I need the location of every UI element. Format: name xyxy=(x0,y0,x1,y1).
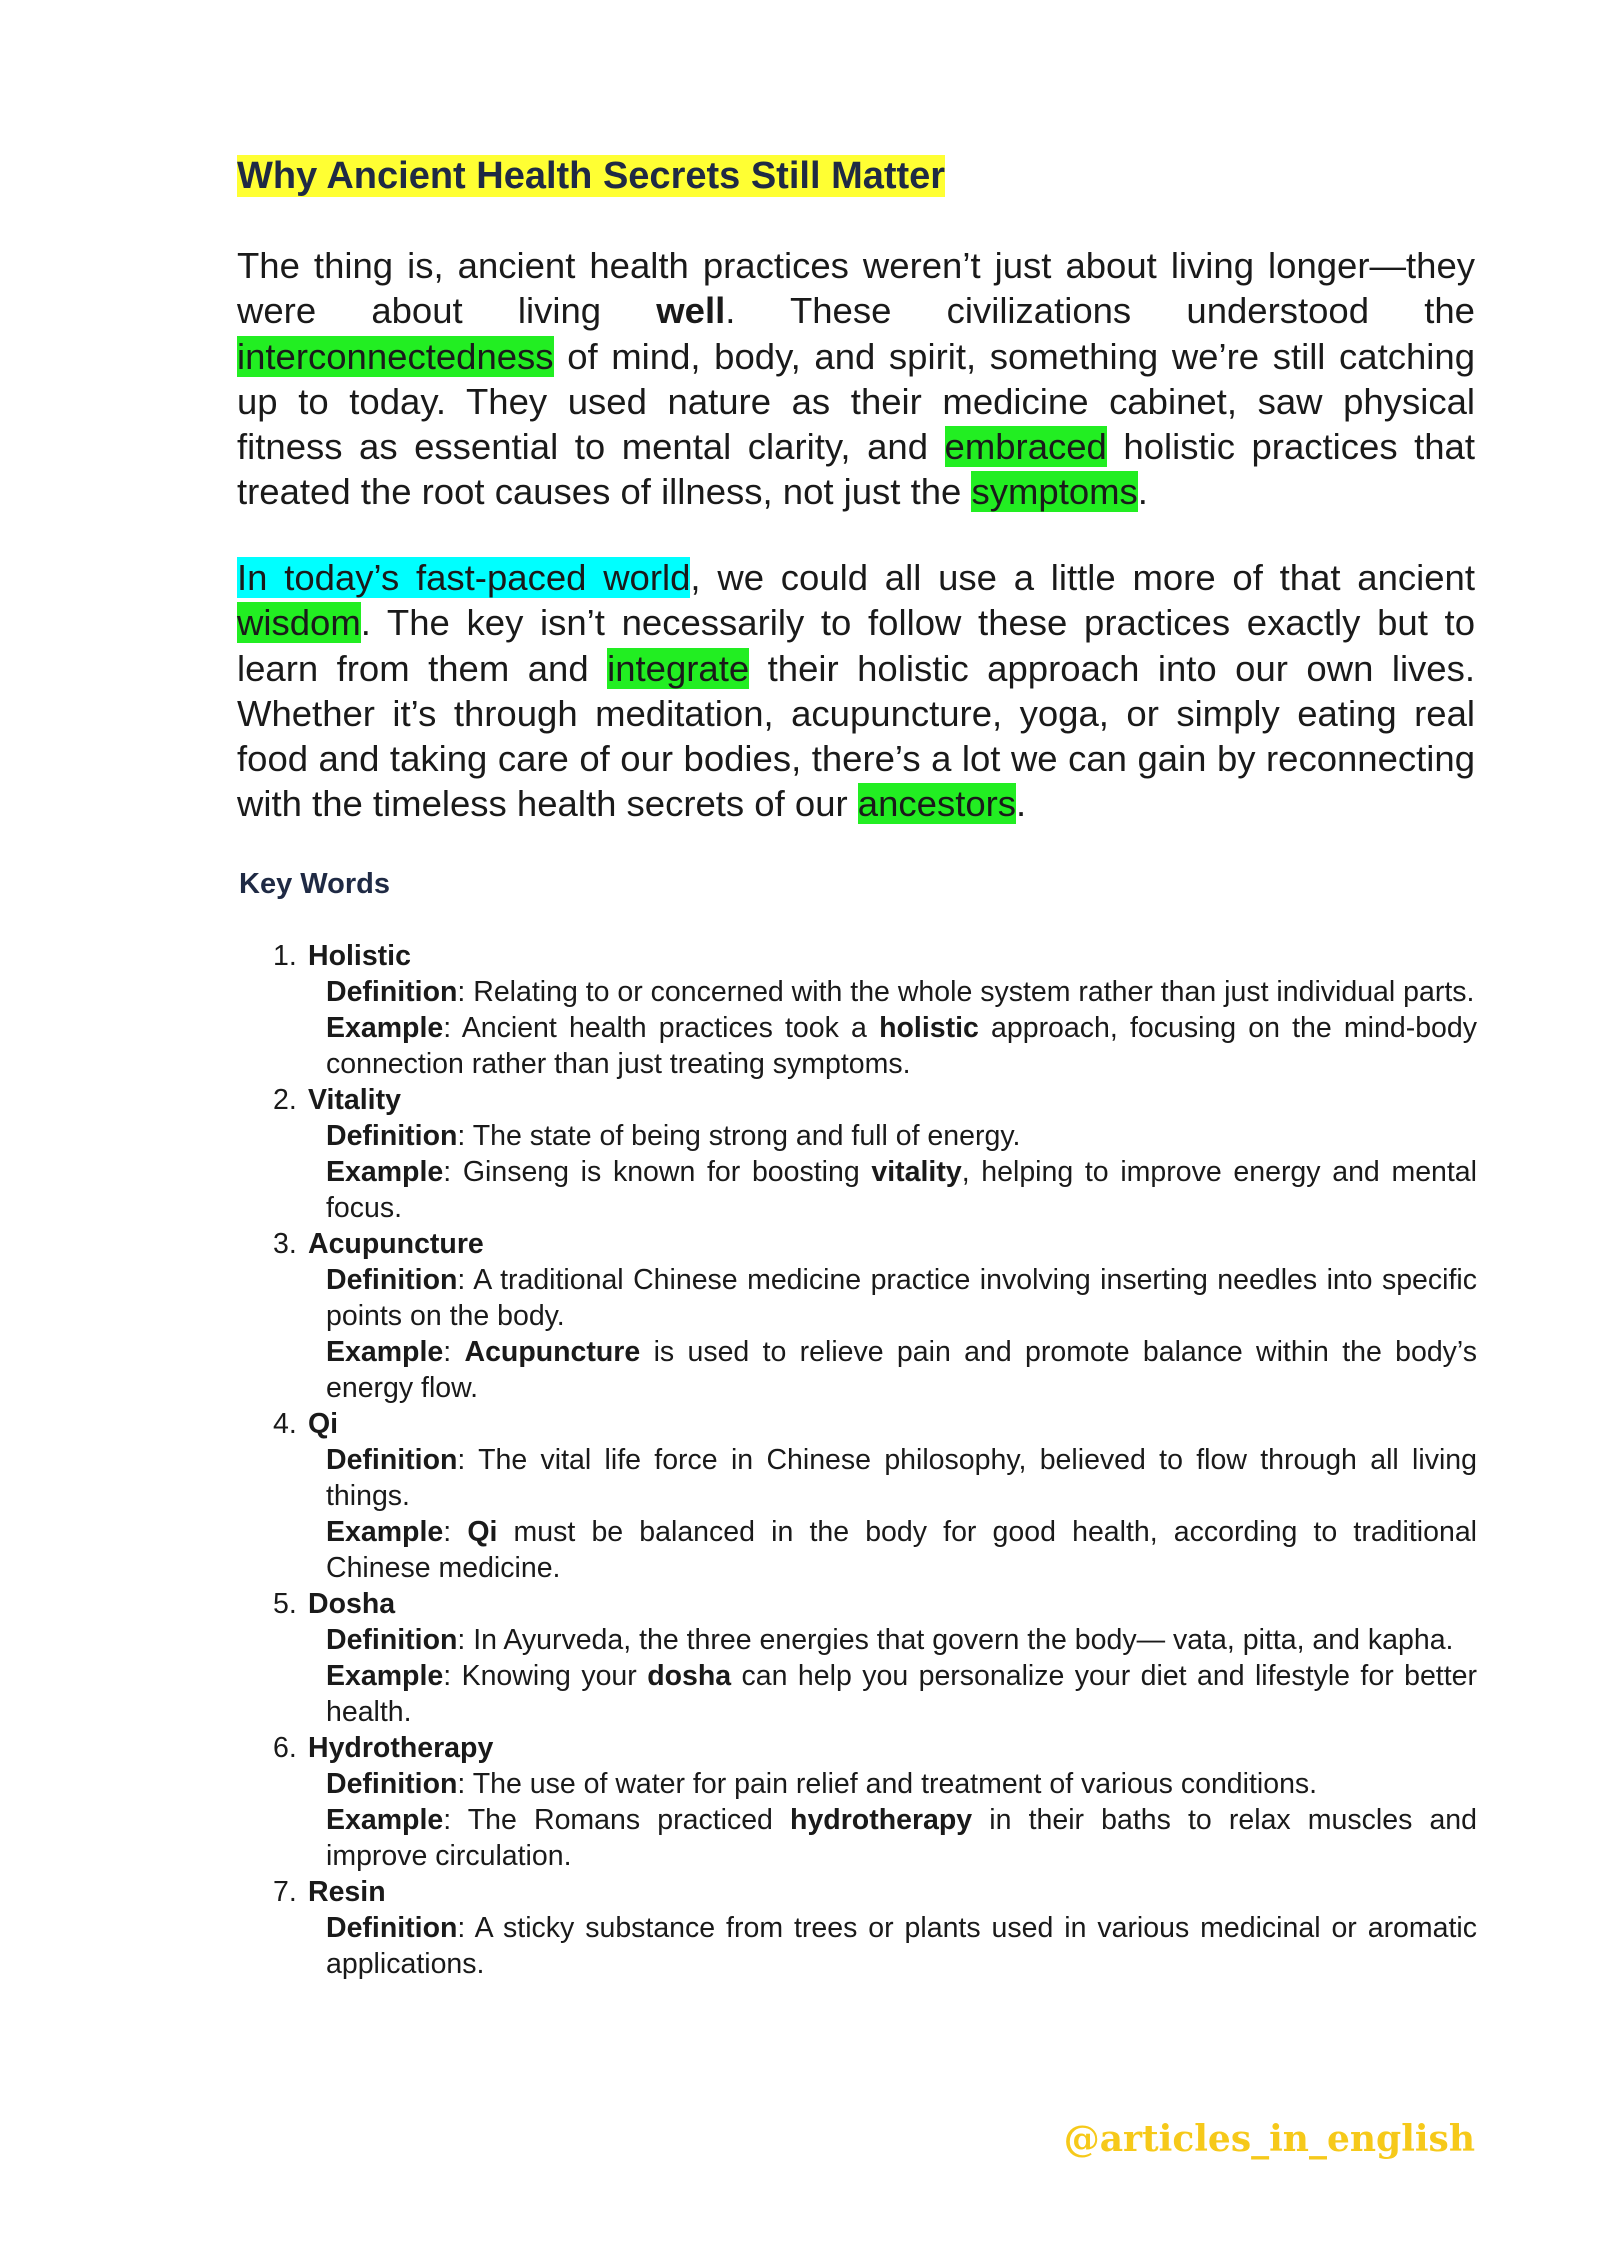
key-word-item xyxy=(237,938,1477,1082)
definition-line xyxy=(326,1262,1477,1334)
definition-text: The state of being strong and full of energy. xyxy=(465,1120,1021,1152)
example-label: Example xyxy=(326,1804,444,1836)
example-bold-term: hydrotherapy xyxy=(790,1804,973,1836)
highlighted-word: ancestors xyxy=(857,783,1017,825)
highlighted-word: wisdom xyxy=(237,602,361,644)
text-run: of mind, body, and spirit, something we’re still catching up to today. They used nature as their medicine cabinet, saw physical fitness as essential to mental clarity, and xyxy=(237,335,1475,468)
example-label: Example xyxy=(326,1516,444,1548)
colon: : xyxy=(457,1264,466,1296)
colon: : xyxy=(443,1336,452,1368)
example-bold-term: holistic xyxy=(879,1012,979,1044)
example-text xyxy=(451,1336,464,1368)
item-number: 4. xyxy=(273,1408,297,1440)
definition-text: The vital life force in Chinese philosophy, believed to flow through all living things. xyxy=(326,1444,1477,1512)
item-number: 6. xyxy=(273,1732,297,1764)
definition-line xyxy=(326,1766,1477,1802)
example-label: Example xyxy=(326,1660,444,1692)
key-word-term: Resin xyxy=(308,1876,386,1908)
example-text: Knowing your xyxy=(451,1660,648,1692)
watermark-handle: @articles_in_english xyxy=(1063,2118,1475,2160)
item-number: 1. xyxy=(273,940,297,972)
example-line xyxy=(326,1154,1477,1226)
example-label: Example xyxy=(326,1156,444,1188)
definition-text: In Ayurveda, the three energies that govern the body— vata, pitta, and kapha. xyxy=(465,1624,1454,1656)
example-label: Example xyxy=(326,1336,444,1368)
text-run: their holistic approach into our own lives. Whether it’s through meditation, acupuncture, yoga, or simply eating real food and taking care of our bodies, there’s a lot we can gain by reconnecting with the timeless health secrets of our xyxy=(237,647,1475,825)
definition-label: Definition xyxy=(326,976,458,1008)
definition-line xyxy=(326,1910,1477,1982)
item-number: 3. xyxy=(273,1228,297,1260)
definition-label: Definition xyxy=(326,1264,458,1296)
example-line xyxy=(326,1658,1477,1730)
highlighted-word: embraced xyxy=(944,426,1107,468)
key-word-item xyxy=(237,1082,1477,1226)
example-label: Example xyxy=(326,1012,444,1044)
definition-text: The use of water for pain relief and treatment of various conditions. xyxy=(465,1768,1318,1800)
example-text: approach, focusing on the mind-body connection rather than just treating symptoms. xyxy=(326,1012,1477,1080)
text-run: . The key isn’t necessarily to follow these practices exactly but to learn from them and xyxy=(237,602,1475,689)
definition-text: A sticky substance from trees or plants used in various medicinal or aromatic applications. xyxy=(326,1912,1477,1980)
colon: : xyxy=(457,1120,466,1152)
key-word-term: Hydrotherapy xyxy=(308,1732,494,1764)
example-line xyxy=(326,1010,1477,1082)
conclusion-paragraph xyxy=(237,555,1475,827)
key-words-heading: Key Words xyxy=(239,868,390,900)
key-word-item xyxy=(237,1586,1477,1730)
key-word-item xyxy=(237,1730,1477,1874)
highlighted-word: symptoms xyxy=(971,471,1138,513)
key-word-term: Qi xyxy=(308,1408,339,1440)
colon: : xyxy=(457,1768,466,1800)
colon: : xyxy=(443,1156,452,1188)
colon: : xyxy=(443,1516,452,1548)
intro-paragraph xyxy=(237,243,1475,515)
example-text: must be balanced in the body for good health, according to traditional Chinese medicine. xyxy=(326,1516,1478,1584)
example-bold-term: Acupuncture xyxy=(464,1336,641,1368)
example-text: can help you personalize your diet and lifestyle for better health. xyxy=(326,1660,1477,1728)
example-bold-term: vitality xyxy=(871,1156,962,1188)
highlighted-word: interconnectedness xyxy=(237,335,554,377)
example-text: is used to relieve pain and promote balance within the body’s energy flow. xyxy=(326,1336,1477,1404)
key-word-item xyxy=(237,1874,1477,1982)
key-word-term: Acupuncture xyxy=(308,1228,484,1260)
bold-word: well xyxy=(656,290,726,332)
example-text: Ginseng is known for boosting xyxy=(451,1156,872,1188)
colon: : xyxy=(443,1012,452,1044)
key-word-term: Holistic xyxy=(308,940,411,972)
item-number: 2. xyxy=(273,1084,297,1116)
example-text: in their baths to relax muscles and improve circulation. xyxy=(326,1804,1477,1872)
colon: : xyxy=(457,976,466,1008)
definition-label: Definition xyxy=(326,1624,458,1656)
item-number: 5. xyxy=(273,1588,297,1620)
colon: : xyxy=(443,1804,452,1836)
definition-line xyxy=(326,974,1477,1010)
example-text: , helping to improve energy and mental focus. xyxy=(326,1156,1477,1224)
key-word-item xyxy=(237,1406,1477,1586)
definition-label: Definition xyxy=(326,1120,458,1152)
example-text: The Romans practiced xyxy=(451,1804,791,1836)
example-line xyxy=(326,1514,1477,1586)
text-run: The thing is, ancient health practices weren’t just about living longer—they were about living xyxy=(237,245,1475,332)
colon: : xyxy=(457,1444,466,1476)
definition-label: Definition xyxy=(326,1912,458,1944)
text-run: . xyxy=(1137,471,1148,513)
example-line xyxy=(326,1802,1477,1874)
text-run: , we could all use a little more of that ancient xyxy=(690,557,1475,598)
example-line xyxy=(326,1334,1477,1406)
text-run: . xyxy=(1016,783,1027,825)
definition-label: Definition xyxy=(326,1444,458,1476)
example-text xyxy=(451,1516,467,1548)
text-run: . These civilizations understood the xyxy=(725,290,1475,332)
item-number: 7. xyxy=(273,1876,297,1908)
definition-line xyxy=(326,1622,1477,1658)
highlighted-phrase: In today’s fast-paced world xyxy=(237,557,691,598)
example-text: Ancient health practices took a xyxy=(451,1012,880,1044)
definition-text: A traditional Chinese medicine practice involving inserting needles into specific points on the body. xyxy=(326,1264,1477,1332)
highlighted-word: integrate xyxy=(607,647,750,689)
key-word-term: Vitality xyxy=(308,1084,401,1116)
colon: : xyxy=(457,1624,466,1656)
definition-line xyxy=(326,1118,1477,1154)
page-title xyxy=(237,152,945,200)
definition-text: Relating to or concerned with the whole system rather than just individual parts. xyxy=(465,976,1475,1008)
title-text: Why Ancient Health Secrets Still Matter xyxy=(237,155,946,197)
example-bold-term: Qi xyxy=(467,1516,498,1548)
definition-label: Definition xyxy=(326,1768,458,1800)
definition-line xyxy=(326,1442,1477,1514)
colon: : xyxy=(443,1660,452,1692)
text-run: holistic practices that treated the root causes of illness, not just the xyxy=(237,426,1475,513)
key-word-item xyxy=(237,1226,1477,1406)
key-words-list xyxy=(237,938,1477,1982)
key-word-term: Dosha xyxy=(308,1588,396,1620)
example-bold-term: dosha xyxy=(647,1660,732,1692)
colon: : xyxy=(457,1912,466,1944)
